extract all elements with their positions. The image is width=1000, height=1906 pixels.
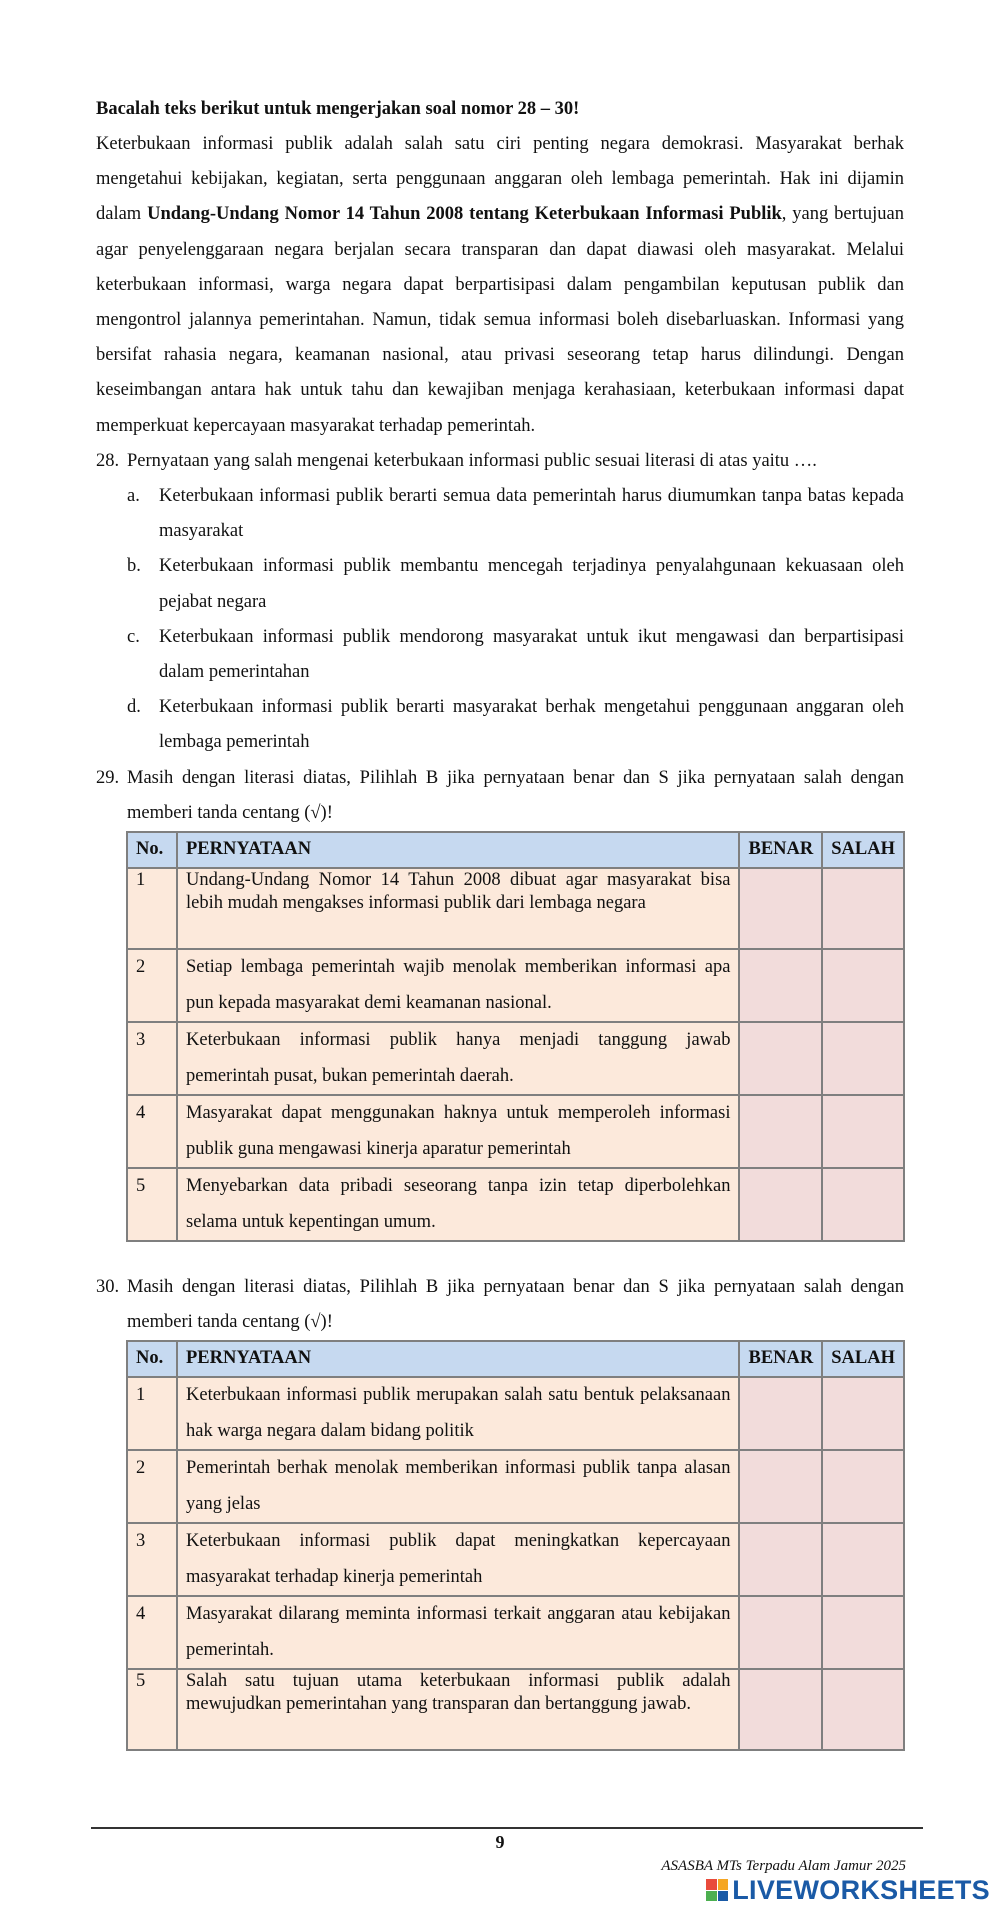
statement-text: Setiap lembaga pemerintah wajib menolak memberikan informasi apa pun kepada masyarakat demi keamanan nasional.: [177, 949, 739, 1022]
logo-square: [706, 1891, 717, 1902]
header-salah: SALAH: [822, 1341, 904, 1377]
salah-answer-cell[interactable]: [822, 1095, 904, 1168]
option-letter: d.: [127, 697, 141, 718]
benar-answer-cell[interactable]: [739, 1596, 822, 1669]
option-d[interactable]: [96, 690, 904, 760]
table-row: [127, 1523, 904, 1596]
header-salah: SALAH: [822, 832, 904, 868]
salah-answer-cell[interactable]: [822, 949, 904, 1022]
table-row: [127, 868, 904, 949]
statement-text: Keterbukaan informasi publik merupakan salah satu bentuk pelaksanaan hak warga negara dalam bidang politik: [177, 1377, 739, 1450]
logo-square: [706, 1879, 717, 1890]
header-statement: PERNYATAAN: [177, 832, 739, 868]
salah-answer-cell[interactable]: [822, 1523, 904, 1596]
option-text: Keterbukaan informasi publik berarti masyarakat berhak mengetahui penggunaan anggaran oleh lembaga pemerintah: [159, 697, 904, 753]
question-text: Masih dengan literasi diatas, Pilihlah B jika pernyataan benar dan S jika pernyataan salah dengan memberi tanda centang (√)!: [127, 1277, 904, 1333]
school-name: ASASBA MTs Terpadu Alam Jamur 2025: [661, 1858, 906, 1874]
salah-answer-cell[interactable]: [822, 1450, 904, 1523]
benar-answer-cell[interactable]: [739, 1377, 822, 1450]
option-b[interactable]: [96, 549, 904, 619]
table-row: [127, 1022, 904, 1095]
header-benar: BENAR: [739, 832, 822, 868]
logo-square: [718, 1879, 729, 1890]
row-number: 3: [127, 1022, 177, 1095]
question-28: [96, 444, 904, 479]
table-row: [127, 1596, 904, 1669]
salah-answer-cell[interactable]: [822, 1669, 904, 1750]
benar-answer-cell[interactable]: [739, 868, 822, 949]
statement-text: Keterbukaan informasi publik hanya menjadi tanggung jawab pemerintah pusat, bukan pemerintah daerah.: [177, 1022, 739, 1095]
question-text: Masih dengan literasi diatas, Pilihlah B jika pernyataan benar dan S jika pernyataan salah dengan memberi tanda centang (√)!: [127, 767, 904, 823]
table-header-row: [127, 1341, 904, 1377]
worksheet-page: [96, 92, 904, 1751]
benar-answer-cell[interactable]: [739, 1022, 822, 1095]
statement-text: Pemerintah berhak menolak memberikan informasi publik tanpa alasan yang jelas: [177, 1450, 739, 1523]
logo-square: [718, 1891, 729, 1902]
brand-name: LIVEWORKSHEETS: [732, 1874, 990, 1905]
row-number: 3: [127, 1523, 177, 1596]
reading-passage: [96, 127, 904, 444]
option-a[interactable]: [96, 479, 904, 549]
question-29: [96, 761, 904, 831]
salah-answer-cell[interactable]: [822, 1168, 904, 1241]
reading-instruction: Bacalah teks berikut untuk mengerjakan soal nomor 28 – 30!: [96, 99, 580, 119]
table-row: [127, 1095, 904, 1168]
statement-text: Undang-Undang Nomor 14 Tahun 2008 dibuat agar masyarakat bisa lebih mudah mengakses informasi publik dari lembaga negara: [177, 868, 739, 949]
row-number: 1: [127, 868, 177, 949]
option-letter: a.: [127, 486, 140, 507]
statement-text: Keterbukaan informasi publik dapat meningkatkan kepercayaan masyarakat terhadap kinerja pemerintah: [177, 1523, 739, 1596]
liveworksheets-logo-icon: [706, 1879, 728, 1901]
salah-answer-cell[interactable]: [822, 1022, 904, 1095]
table-header-row: [127, 832, 904, 868]
row-number: 4: [127, 1596, 177, 1669]
table-row: [127, 1168, 904, 1241]
header-statement: PERNYATAAN: [177, 1341, 739, 1377]
header-no: No.: [127, 1341, 177, 1377]
option-text: Keterbukaan informasi publik berarti semua data pemerintah harus diumumkan tanpa batas kepada masyarakat: [159, 486, 904, 542]
benar-answer-cell[interactable]: [739, 949, 822, 1022]
page-number: 9: [495, 1832, 505, 1852]
passage-text-end: , yang bertujuan agar penyelenggaraan negara berjalan secara transparan dan dapat diawasi oleh masyarakat. Melalui keterbukaan informasi, warga negara dapat berpartisipasi dalam pengambilan keputusan publik dan mengontrol jalannya pemerintahan. Namun, tidak semua informasi boleh disebarluaskan. Informasi yang bersifat rahasia negara, keamanan nasional, atau privasi seseorang tetap harus dilindungi. Dengan keseimbangan antara hak untuk tahu dan kewajiban menjaga kerahasiaan, keterbukaan informasi dapat memperkuat kepercayaan masyarakat terhadap pemerintah.: [96, 204, 904, 436]
salah-answer-cell[interactable]: [822, 1596, 904, 1669]
law-name: Undang-Undang Nomor 14 Tahun 2008 tentang Keterbukaan Informasi Publik: [147, 204, 782, 225]
row-number: 4: [127, 1095, 177, 1168]
option-c[interactable]: [96, 620, 904, 690]
footer-divider: [91, 1827, 923, 1829]
option-letter: c.: [127, 626, 140, 647]
row-number: 2: [127, 949, 177, 1022]
benar-answer-cell[interactable]: [739, 1450, 822, 1523]
question-number: 28.: [96, 450, 120, 471]
option-text: Keterbukaan informasi publik mendorong masyarakat untuk ikut mengawasi dan berpartisipasi dalam pemerintahan: [159, 626, 904, 683]
statement-text: Masyarakat dapat menggunakan haknya untuk memperoleh informasi publik guna mengawasi kinerja aparatur pemerintah: [177, 1095, 739, 1168]
question-30: [96, 1270, 904, 1340]
row-number: 5: [127, 1669, 177, 1750]
statement-text: Menyebarkan data pribadi seseorang tanpa izin tetap diperbolehkan selama untuk kepentingan umum.: [177, 1168, 739, 1241]
salah-answer-cell[interactable]: [822, 868, 904, 949]
question-text: Pernyataan yang salah mengenai keterbukaan informasi public sesuai literasi di atas yaitu ….: [127, 450, 817, 471]
benar-answer-cell[interactable]: [739, 1523, 822, 1596]
header-benar: BENAR: [739, 1341, 822, 1377]
row-number: 1: [127, 1377, 177, 1450]
benar-answer-cell[interactable]: [739, 1669, 822, 1750]
passage-text-start: Keterbukaan informasi publik adalah salah satu ciri penting negara demokrasi. Masyarakat berhak mengetahui kebijakan, kegiatan, serta penggunaan anggaran oleh lembaga pemerintah. Hak ini dijamin dalam: [96, 134, 904, 225]
table-row: [127, 1450, 904, 1523]
table-row: [127, 1377, 904, 1450]
liveworksheets-brand[interactable]: [706, 1874, 990, 1905]
true-false-table-30: [126, 1340, 905, 1751]
salah-answer-cell[interactable]: [822, 1377, 904, 1450]
question-number: 30.: [96, 1277, 120, 1298]
table-row: [127, 1669, 904, 1750]
statement-text: Masyarakat dilarang meminta informasi terkait anggaran atau kebijakan pemerintah.: [177, 1596, 739, 1669]
question-number: 29.: [96, 767, 120, 788]
statement-text: Salah satu tujuan utama keterbukaan informasi publik adalah mewujudkan pemerintahan yang transparan dan bertanggung jawab.: [177, 1669, 739, 1750]
row-number: 2: [127, 1450, 177, 1523]
row-number: 5: [127, 1168, 177, 1241]
true-false-table-29: [126, 831, 905, 1242]
spacer: [96, 1242, 904, 1270]
benar-answer-cell[interactable]: [739, 1168, 822, 1241]
option-letter: b.: [127, 556, 141, 577]
option-text: Keterbukaan informasi publik membantu mencegah terjadinya penyalahgunaan kekuasaan oleh pejabat negara: [159, 556, 904, 612]
table-row: [127, 949, 904, 1022]
header-no: No.: [127, 832, 177, 868]
benar-answer-cell[interactable]: [739, 1095, 822, 1168]
